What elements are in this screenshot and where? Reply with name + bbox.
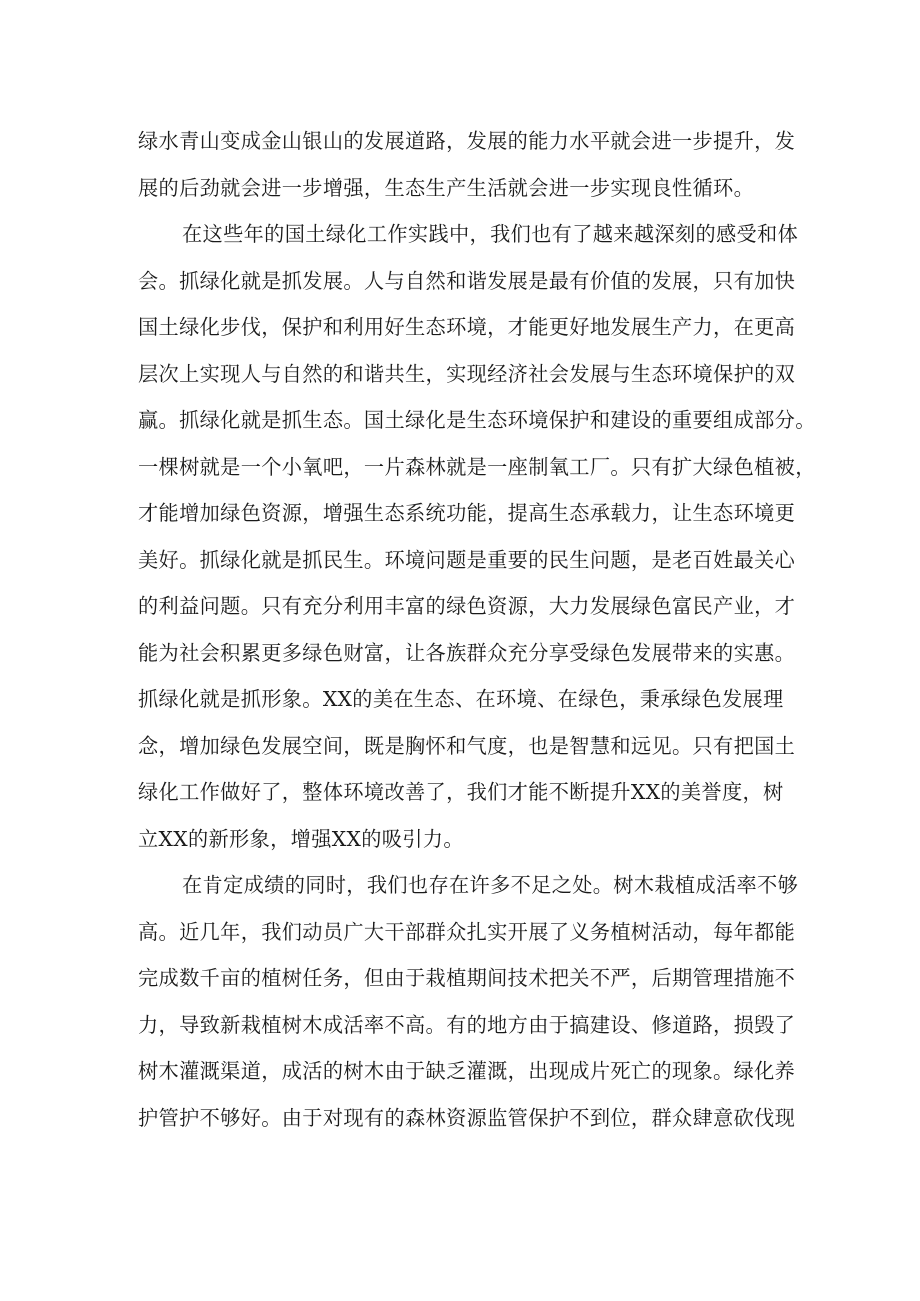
text-line: 赢。抓绿化就是抓生态。国土绿化是生态环境保护和建设的重要组成部分。: [138, 408, 816, 432]
text-line: 念，增加绿色发展空间，既是胸怀和气度，也是智慧和远见。只有把国土: [138, 733, 796, 758]
text-line: 美好。抓绿化就是抓民生。环境问题是重要的民生问题，是老百姓最关心: [138, 547, 796, 572]
document-body: [138, 118, 816, 1141]
text-line: 会。抓绿化就是抓发展。人与自然和谐发展是最有价值的发展，只有加快: [138, 268, 796, 293]
text-line: 一棵树就是一个小氧吧，一片森林就是一座制氧工厂。只有扩大绿色植被，: [138, 454, 816, 479]
text-line: 能为社会积累更多绿色财富，让各族群众充分享受绿色发展带来的实惠。: [138, 640, 796, 665]
text-line: 层次上实现人与自然的和谐共生，实现经济社会发展与生态环境保护的双: [138, 361, 796, 386]
text-line: 绿水青山变成金山银山的发展道路，发展的能力水平就会进一步提升，发: [138, 129, 796, 153]
text-line: 完成数千亩的植树任务，但由于栽植期间技术把关不严，后期管理措施不: [138, 966, 796, 990]
text-line: 绿化工作做好了，整体环境改善了，我们才能不断提升XX的美誉度，树: [138, 780, 784, 804]
text-line: 在这些年的国土绿化工作实践中，我们也有了越来越深刻的感受和体: [182, 222, 799, 246]
text-line: 才能增加绿色资源，增强生态系统功能，提高生态承载力，让生态环境更: [138, 501, 796, 525]
text-line: 的利益问题。只有充分利用丰富的绿色资源，大力发展绿色富民产业，才: [138, 594, 796, 618]
text-line: 国土绿化步伐，保护和利用好生态环境，才能更好地发展生产力，在更高: [138, 315, 796, 339]
text-line: 抓绿化就是抓形象。XX的美在生态、在环境、在绿色，秉承绿色发展理: [138, 687, 784, 711]
text-line: 在肯定成绩的同时，我们也存在许多不足之处。树木栽植成活率不够: [182, 873, 799, 897]
text-line: 立XX的新形象，增强XX的吸引力。: [138, 826, 464, 851]
text-line: 力，导致新栽植树木成活率不高。有的地方由于搞建设、修道路，损毁了: [138, 1012, 796, 1037]
text-line: 护管护不够好。由于对现有的森林资源监管保护不到位，群众肆意砍伐现: [138, 1105, 796, 1130]
text-line: 展的后劲就会进一步增强，生态生产生活就会进一步实现良性循环。: [138, 175, 755, 200]
text-line: 高。近几年，我们动员广大干部群众扎实开展了义务植树活动，每年都能: [138, 919, 796, 944]
text-line: 树木灌溉渠道，成活的树木由于缺乏灌溉，出现成片死亡的现象。绿化养: [138, 1059, 796, 1083]
